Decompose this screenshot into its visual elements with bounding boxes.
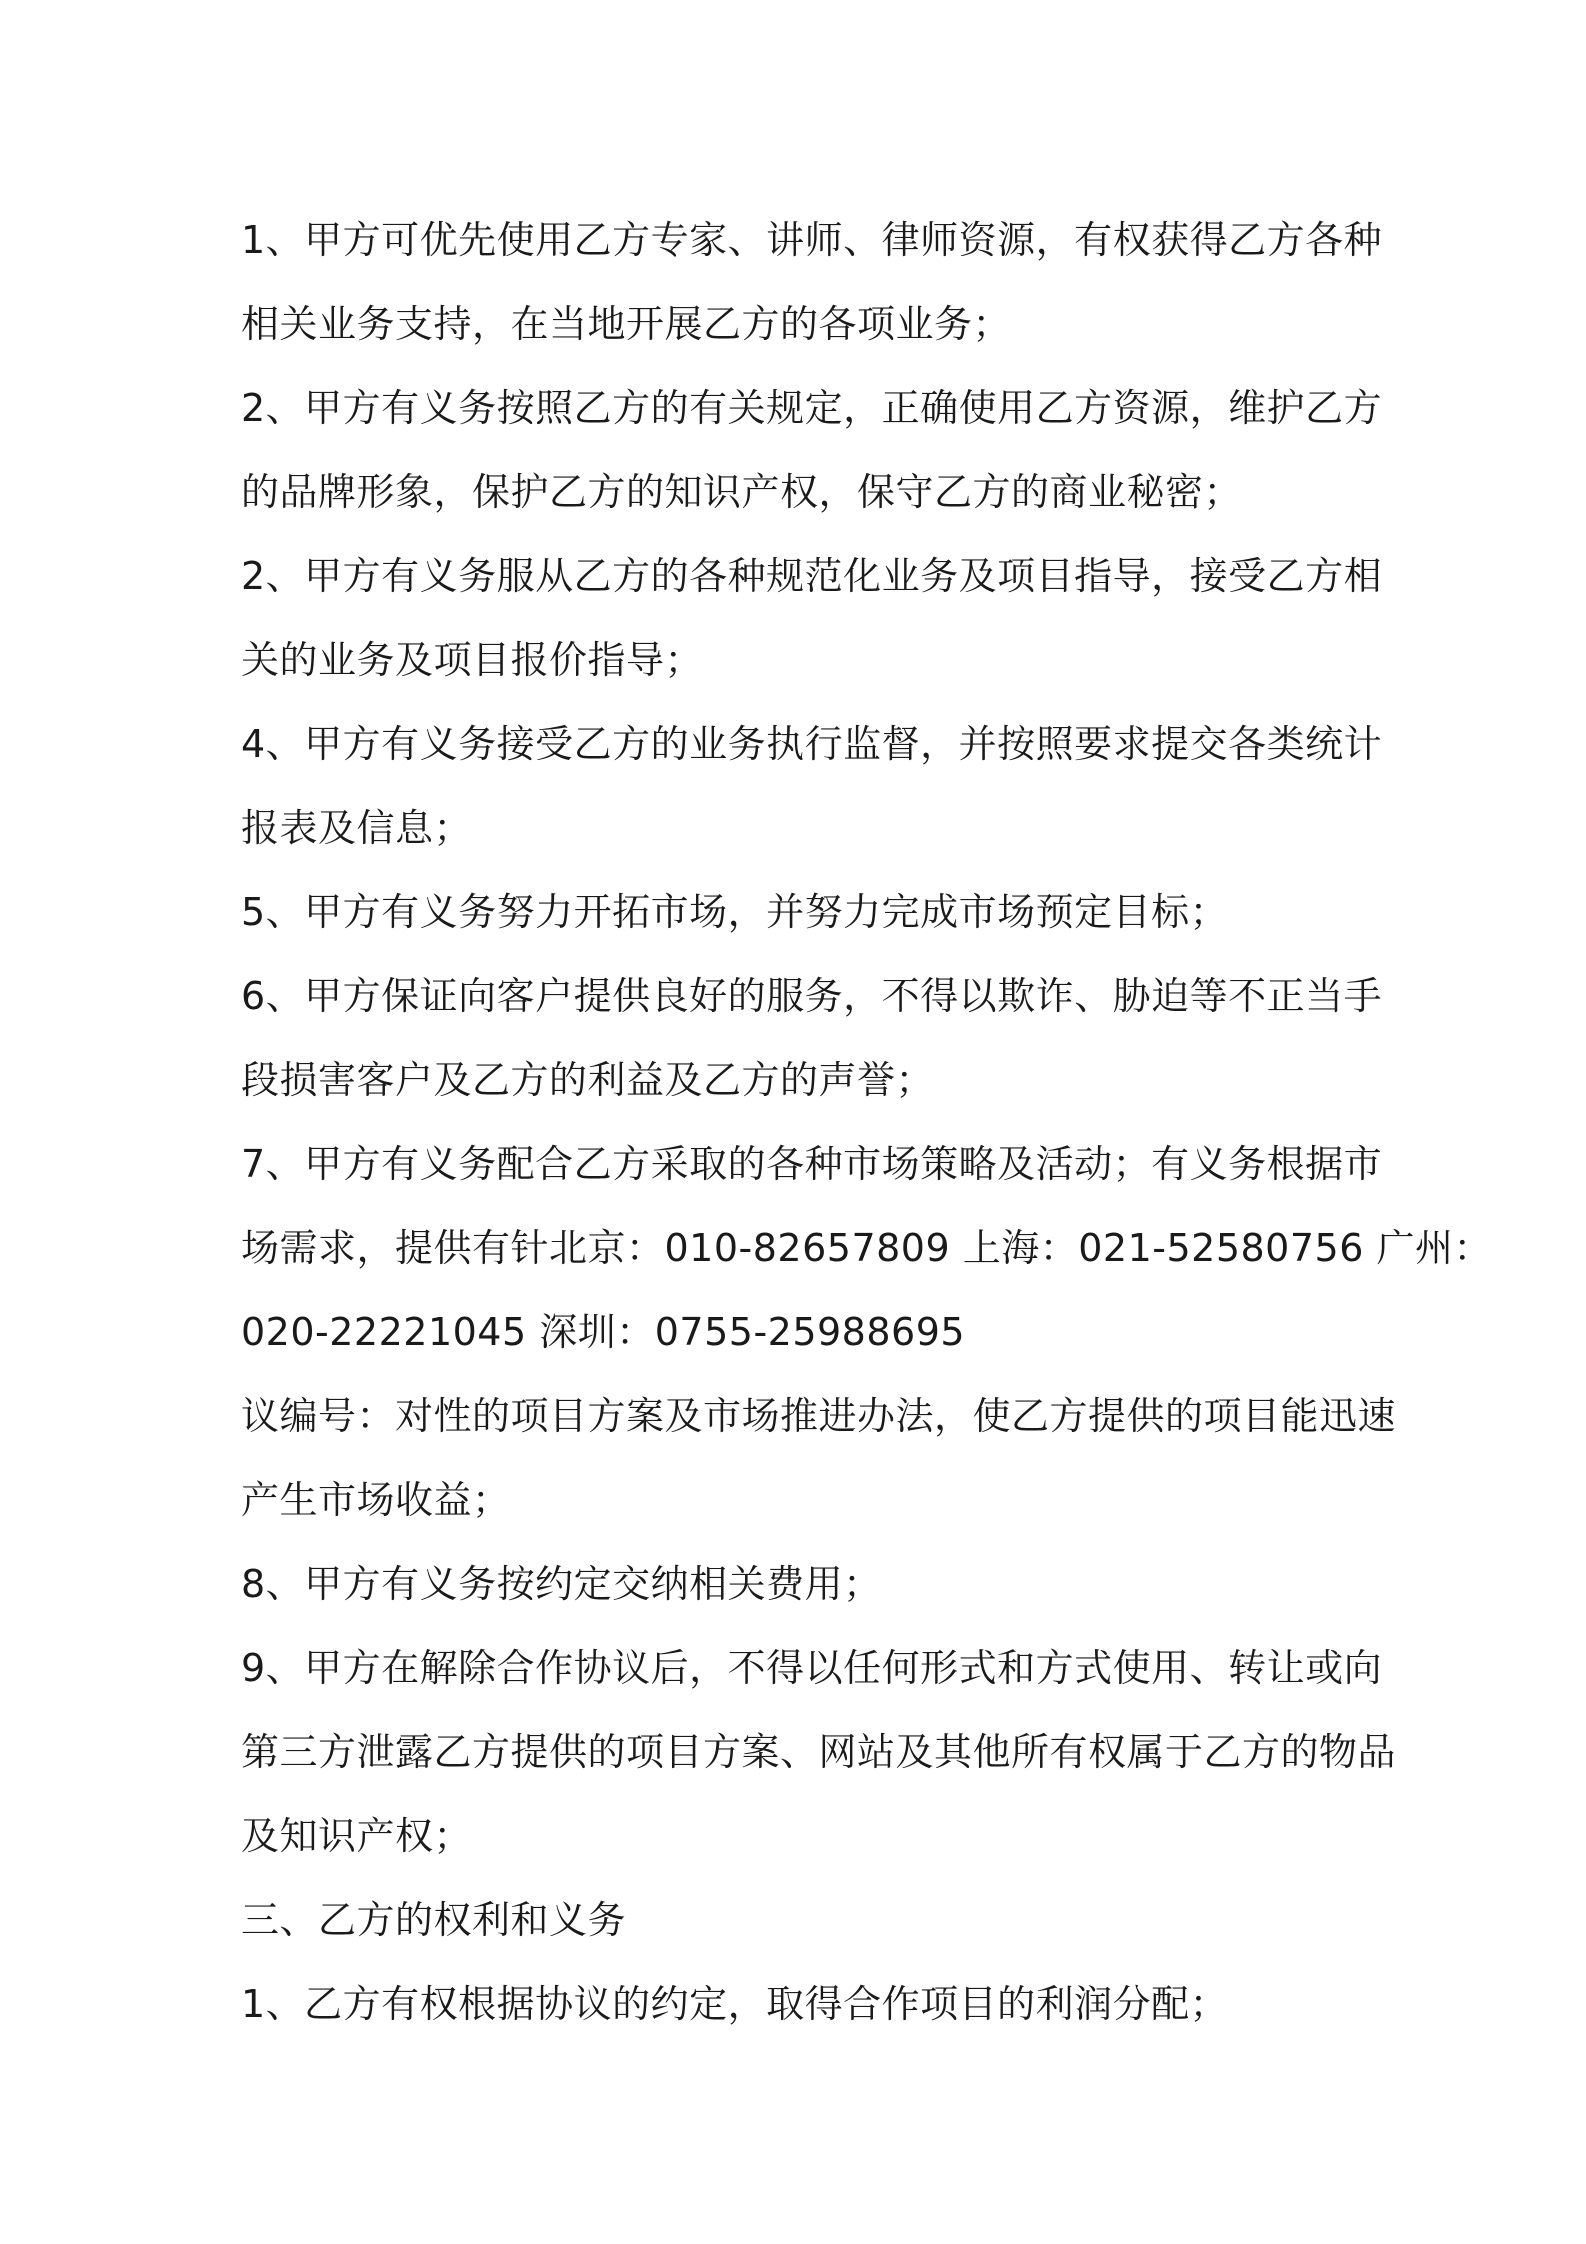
text-line: 1、乙方有权根据协议的约定，取得合作项目的利润分配； (241, 1982, 1229, 2026)
text-line: 的品牌形象，保护乙方的知识产权，保守乙方的商业秘密； (241, 470, 1243, 514)
text-line: 报表及信息； (241, 806, 473, 850)
text-line: 2、甲方有义务按照乙方的有关规定，正确使用乙方资源，维护乙方 (241, 386, 1383, 430)
text-line: 第三方泄露乙方提供的项目方案、网站及其他所有权属于乙方的物品 (241, 1730, 1397, 1774)
text-line: 段损害客户及乙方的利益及乙方的声誉； (241, 1058, 935, 1102)
text-line: 场需求，提供有针北京：010-82657809 上海：021-52580756 广州： (241, 1226, 1492, 1270)
text-line: 6、甲方保证向客户提供良好的服务，不得以欺诈、胁迫等不正当手 (241, 974, 1383, 1018)
text-line: 5、甲方有义务努力开拓市场，并努力完成市场预定目标； (241, 890, 1229, 934)
text-line: 及知识产权； (241, 1814, 473, 1858)
document-body (241, 198, 1492, 2046)
text-line: 产生市场收益； (241, 1478, 511, 1522)
text-line: 相关业务支持，在当地开展乙方的各项业务； (241, 302, 1012, 346)
text-line: 4、甲方有义务接受乙方的业务执行监督，并按照要求提交各类统计 (241, 722, 1383, 766)
text-line: 9、甲方在解除合作协议后，不得以任何形式和方式使用、转让或向 (241, 1646, 1383, 1690)
text-line: 7、甲方有义务配合乙方采取的各种市场策略及活动；有义务根据市 (241, 1142, 1383, 1186)
text-line: 关的业务及项目报价指导； (241, 638, 704, 682)
text-line: 议编号：对性的项目方案及市场推进办法，使乙方提供的项目能迅速 (241, 1394, 1397, 1438)
section-heading: 三、乙方的权利和义务 (241, 1898, 627, 1942)
text-line: 020-22221045 深圳：0755-25988695 (241, 1310, 966, 1354)
text-line: 8、甲方有义务按约定交纳相关费用； (241, 1562, 882, 1606)
text-line: 1、甲方可优先使用乙方专家、讲师、律师资源，有权获得乙方各种 (241, 218, 1383, 262)
text-line: 2、甲方有义务服从乙方的各种规范化业务及项目指导，接受乙方相 (241, 554, 1383, 598)
